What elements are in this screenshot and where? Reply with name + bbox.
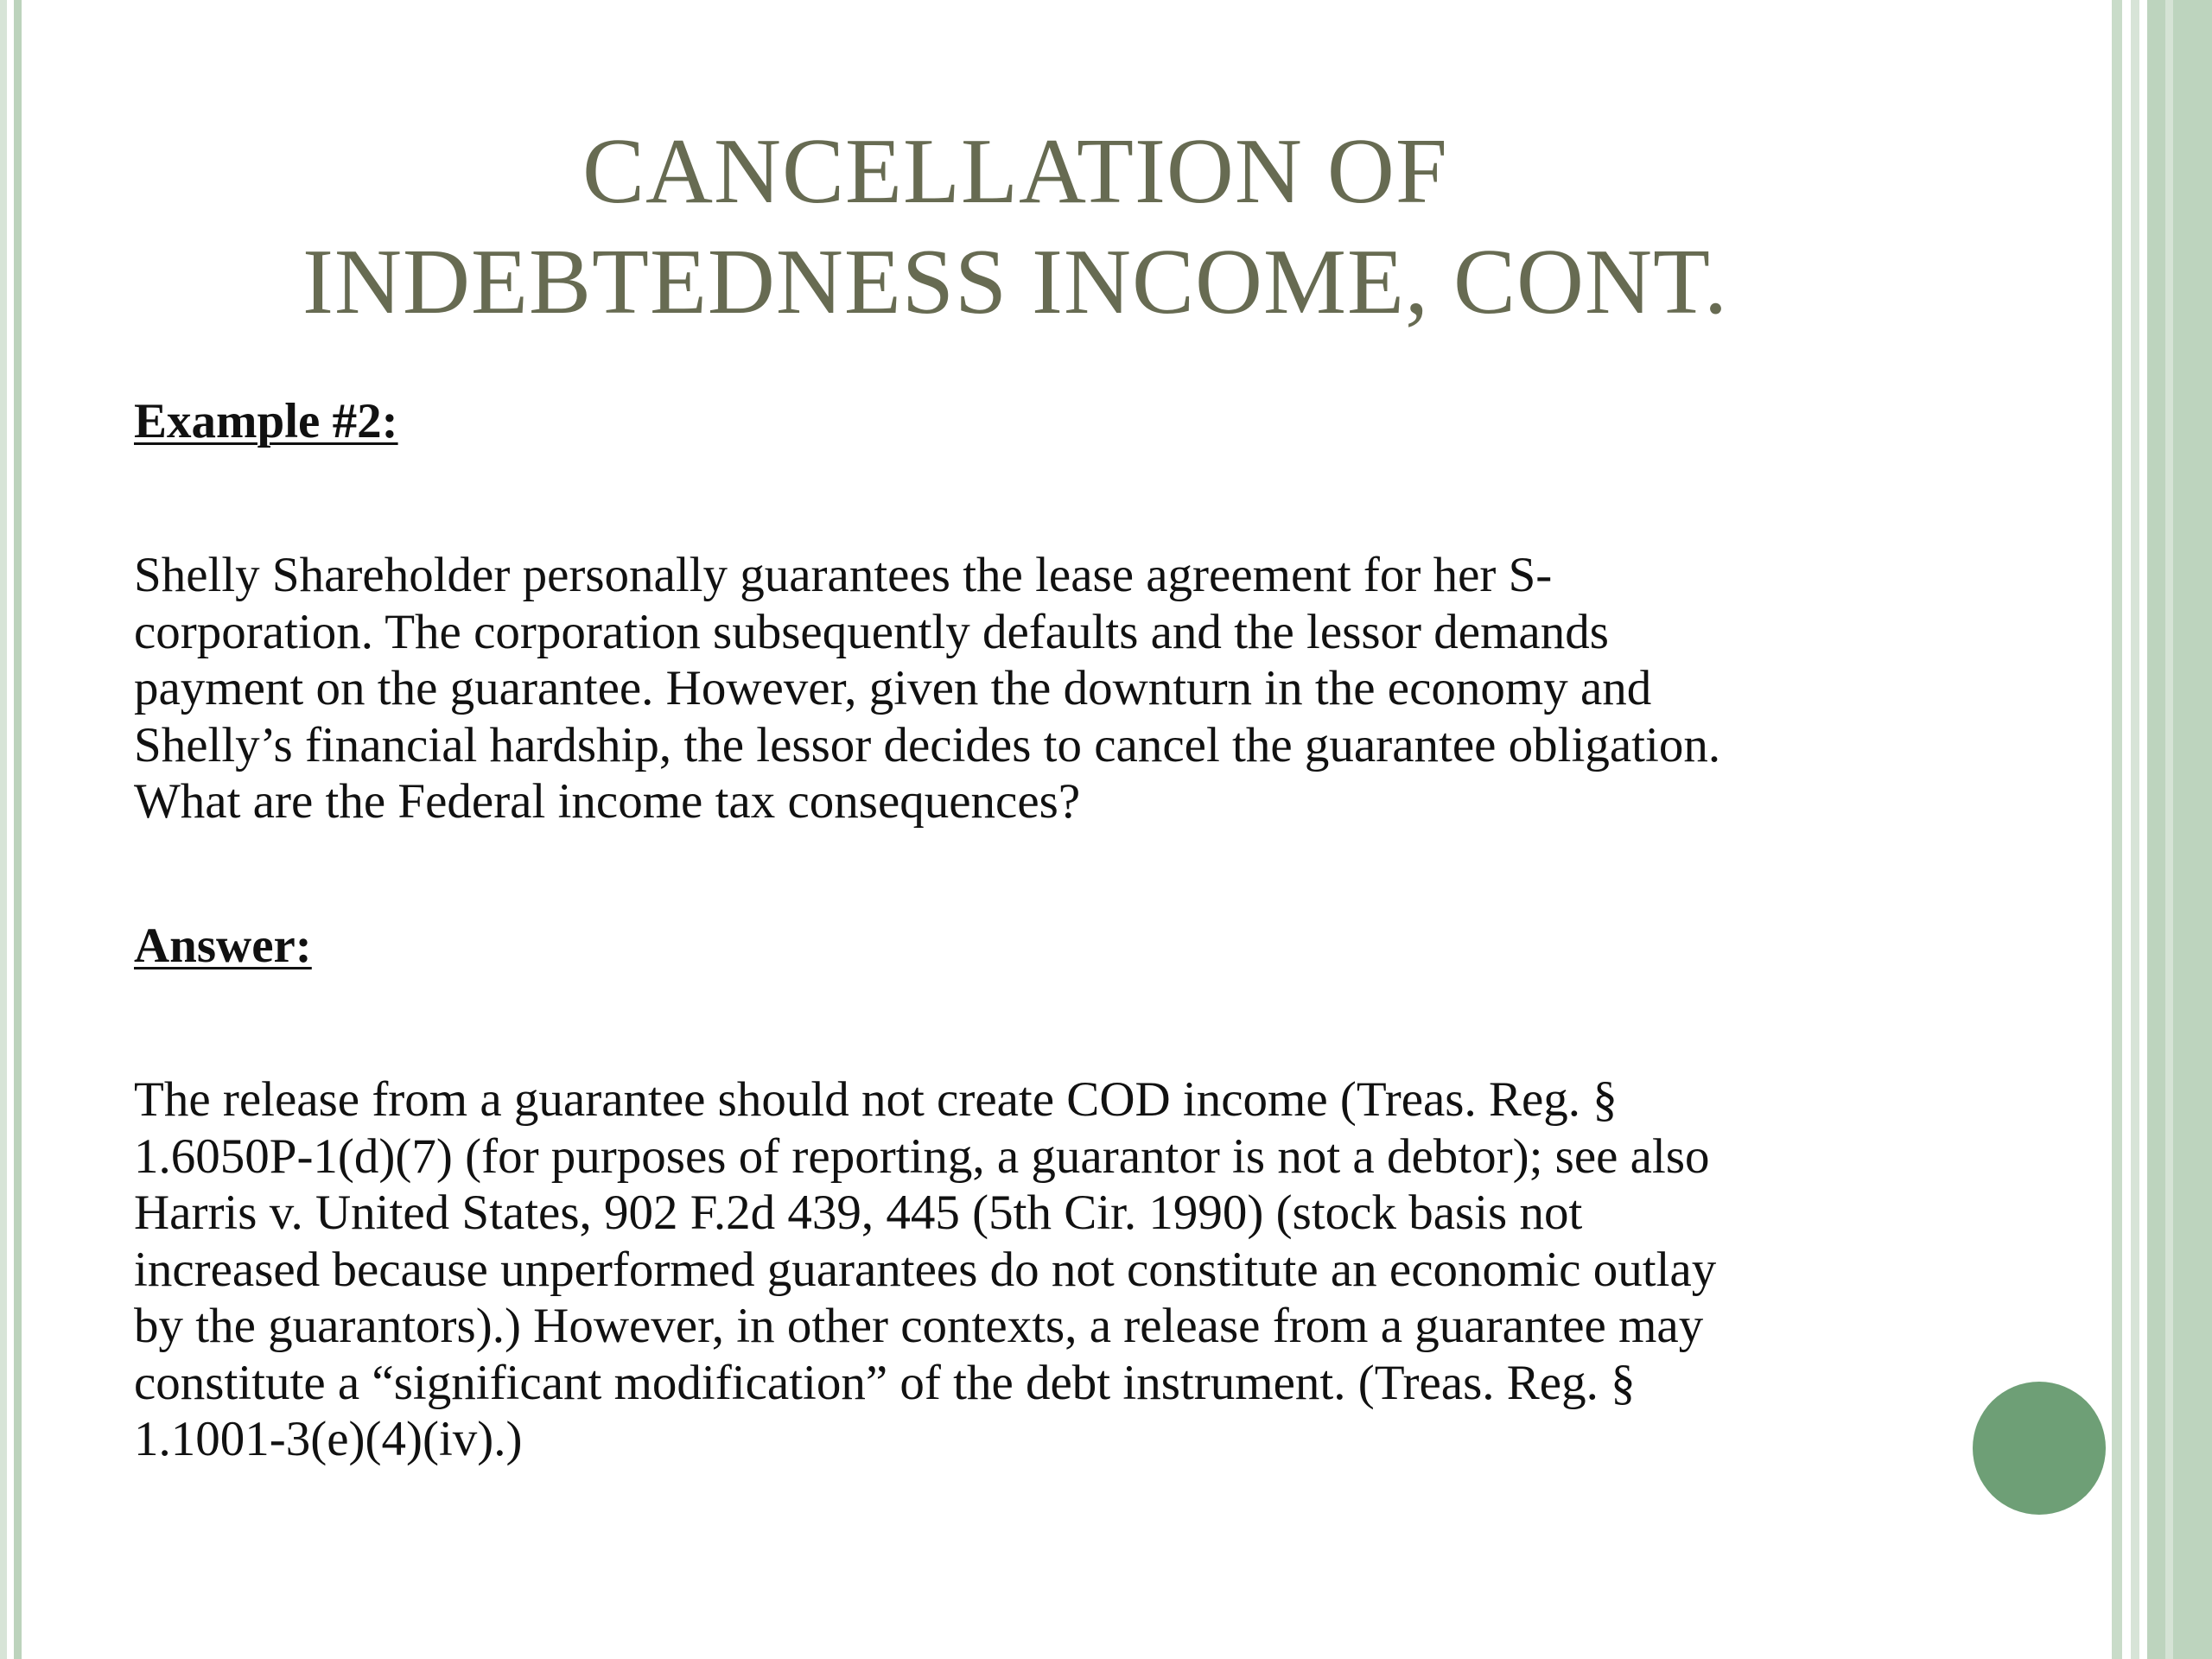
decorative-circle [1973,1382,2106,1515]
text-line: Shelly Shareholder personally guarantees the lease agreement for her S- [134,548,1553,602]
text-line: by the guarantors).) However, in other contexts, a release from a guarantee may [134,1299,1704,1353]
text-line: Shelly’s financial hardship, the lessor decides to cancel the guarantee obligation. [134,717,1721,772]
text-line: constitute a “significant modification” of the debt instrument. (Treas. Reg. § [134,1355,1636,1410]
answer-heading: Answer: [134,918,312,973]
slide-title [138,117,1892,338]
example-paragraph [134,547,2087,830]
text-line: What are the Federal income tax consequences? [134,774,1081,829]
left-border-line [14,0,22,1659]
left-border-line [0,0,7,1659]
text-line: Harris v. United States, 902 F.2d 439, 445 (5th Cir. 1990) (stock basis not [134,1185,1583,1240]
example-heading: Example #2: [134,394,398,448]
right-border-band-inner [2165,0,2173,1659]
right-border-line [2112,0,2122,1659]
title-line-1: CANCELLATION OF [582,120,1448,223]
right-border-line [2131,0,2139,1659]
text-line: payment on the guarantee. However, given the downturn in the economy and [134,661,1652,715]
text-line: 1.1001-3(e)(4)(iv).) [134,1412,523,1466]
text-line: corporation. The corporation subsequently defaults and the lessor demands [134,604,1609,659]
text-line: The release from a guarantee should not create COD income (Treas. Reg. § [134,1072,1618,1127]
answer-paragraph [134,1071,2087,1468]
right-border-band [2147,0,2212,1659]
text-line: increased because unperformed guarantees do not constitute an economic outlay [134,1242,1717,1297]
text-line: 1.6050P-1(d)(7) (for purposes of reporting, a guarantor is not a debtor); see also [134,1128,1710,1184]
title-line-2: INDEBTEDNESS INCOME, CONT. [302,231,1728,334]
